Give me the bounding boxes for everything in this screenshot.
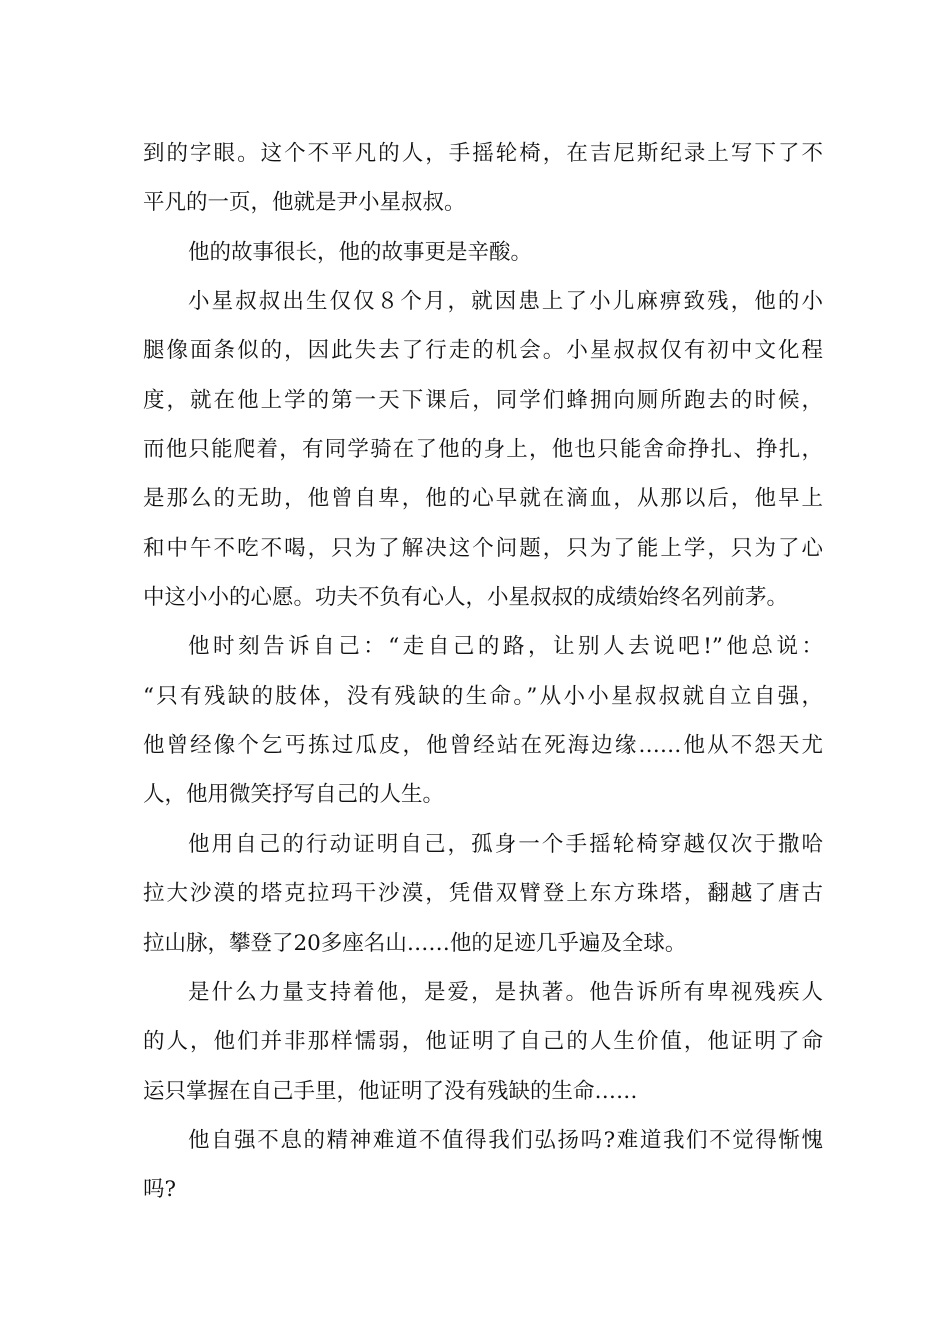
text-line: 吗? [143,1177,177,1203]
essay-body [143,129,823,1215]
paragraph-start-line: 他用自己的行动证明自己，孤身一个手摇轮椅穿越仅次于撒哈 [188,831,823,857]
text-line: 腿像面条似的，因此失去了行走的机会。小星叔叔仅有初中文化程 [143,338,823,364]
text-line: 人，他用微笑抒写自己的人生。 [143,782,445,808]
paragraph-start-line: 他的故事很长，他的故事更是辛酸。 [188,239,533,265]
text-line: 到的字眼。这个不平凡的人，手摇轮椅，在吉尼斯纪录上写下了不 [143,141,823,166]
text-line: 运只掌握在自己手里，他证明了没有残缺的生命…… [143,1078,638,1104]
text-line: 和中午不吃不喝，只为了解决这个问题，只为了能上学，只为了心 [143,535,823,561]
paragraph-start-line: 他时刻告诉自己：“走自己的路，让别人去说吧!”他总说： [188,634,823,660]
text-line: 是那么的无助，他曾自卑，他的心早就在滴血，从那以后，他早上 [143,486,823,512]
paragraph-start-line: 他自强不息的精神难道不值得我们弘扬吗?难道我们不觉得惭愧 [188,1127,823,1153]
text-line: 平凡的一页，他就是尹小星叔叔。 [143,190,466,216]
text-line: 的人，他们并非那样懦弱，他证明了自己的人生价值，他证明了命 [143,1029,823,1055]
paragraph-start-line: 小星叔叔出生仅仅８个月，就因患上了小儿麻痹致残，他的小 [188,289,823,315]
text-line: 他曾经像个乞丐拣过瓜皮，他曾经站在死海边缘……他从不怨天尤 [143,733,823,759]
text-line: 度，就在他上学的第一天下课后，同学们蜂拥向厕所跑去的时候， [143,387,823,413]
text-line: 拉大沙漠的塔克拉玛干沙漠，凭借双臂登上东方珠塔，翻越了唐古 [143,881,823,907]
text-line: 而他只能爬着，有同学骑在了他的身上，他也只能舍命挣扎、挣扎， [143,437,823,463]
paragraph-start-line: 是什么力量支持着他，是爱，是执著。他告诉所有卑视残疾人 [188,979,823,1005]
text-line: 中这小小的心愿。功夫不负有心人，小星叔叔的成绩始终名列前茅。 [143,585,789,611]
text-line: 拉山脉，攀登了20多座名山……他的足迹几乎遍及全球。 [143,930,687,956]
text-line: “只有残缺的肢体，没有残缺的生命。”从小小星叔叔就自立自强， [143,683,823,709]
